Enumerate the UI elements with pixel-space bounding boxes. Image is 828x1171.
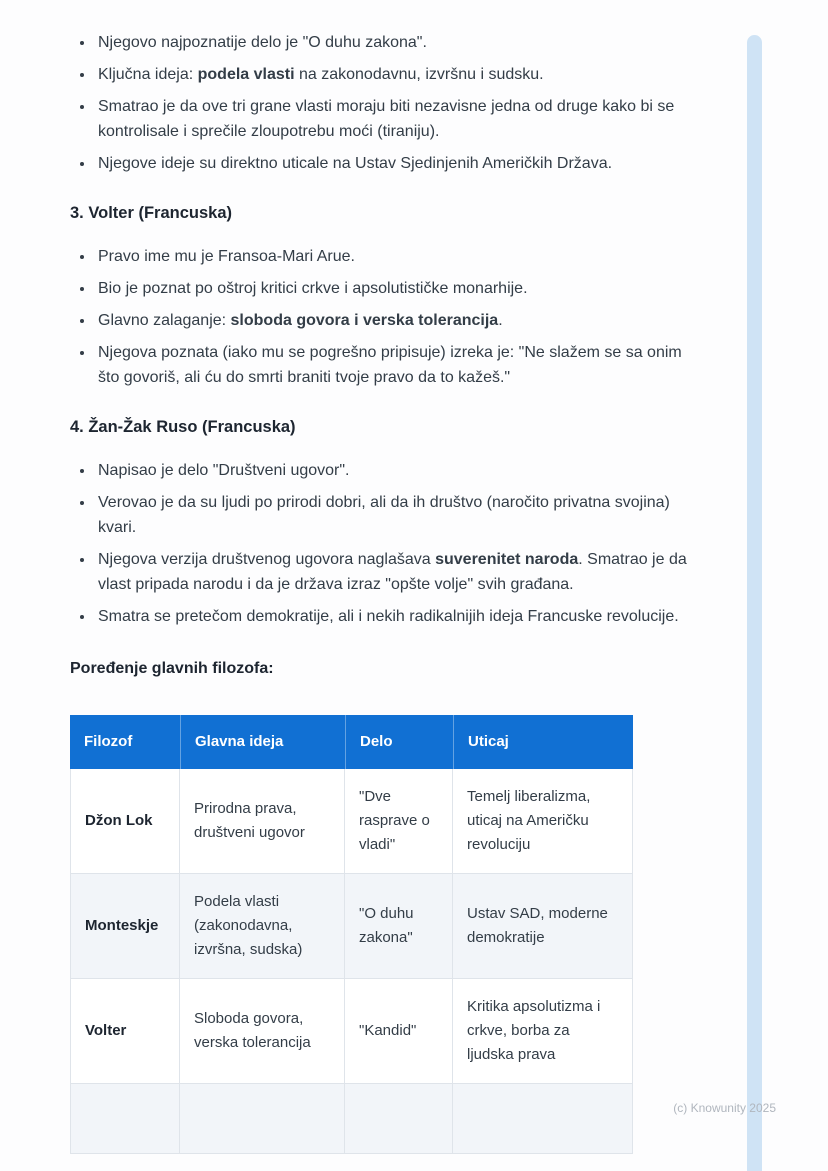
text-segment: Njegovo najpoznatije delo je "O duhu zakona".: [98, 34, 427, 51]
table-header-cell: Uticaj: [453, 715, 633, 769]
table-cell: [345, 1084, 453, 1154]
bullet-item: [95, 30, 703, 55]
bullet-item: [95, 458, 703, 483]
table-header-row: [70, 715, 633, 769]
table-cell: [180, 1084, 345, 1154]
footer-copyright: (c) Knowunity 2025: [673, 1101, 776, 1115]
table-header-cell: Delo: [345, 715, 453, 769]
table-row: [70, 874, 633, 979]
text-segment: Smatra se pretečom demokratije, ali i nekih radikalnijih ideja Francuske revolucije.: [98, 608, 679, 625]
table-cell: Džon Lok: [70, 769, 180, 874]
bold-text-segment: suverenitet naroda: [435, 551, 579, 568]
table-cell: "Kandid": [345, 979, 453, 1084]
text-segment: Bio je poznat po oštroj kritici crkve i apsolutističke monarhije.: [98, 280, 528, 297]
text-segment: Njegove ideje su direktno uticale na Ustav Sjedinjenih Američkih Država.: [98, 155, 613, 172]
comparison-table-title: Poređenje glavnih filozofa:: [70, 660, 274, 677]
bullet-item: [95, 308, 703, 333]
bullet-item: [95, 547, 703, 597]
table-header-cell: Filozof: [70, 715, 180, 769]
bullet-item: [95, 604, 703, 629]
scrollbar[interactable]: [747, 35, 762, 1171]
text-segment: Glavno zalaganje:: [98, 312, 231, 329]
bullet-item: [95, 340, 703, 390]
bullet-item: [95, 62, 703, 87]
table-cell: Ustav SAD, moderne demokratije: [453, 874, 633, 979]
bullet-item: [95, 276, 703, 301]
bullet-item: [95, 244, 703, 269]
table-body: [70, 769, 633, 1154]
bullet-list: [70, 244, 703, 390]
table-cell: "O duhu zakona": [345, 874, 453, 979]
table-head: [70, 715, 633, 769]
bullet-item: [95, 151, 703, 176]
text-segment: Ključna ideja:: [98, 66, 198, 83]
table-row: [70, 769, 633, 874]
bold-text-segment: sloboda govora i verska tolerancija: [230, 312, 499, 329]
table-cell: [453, 1084, 633, 1154]
bullet-list: [70, 458, 703, 629]
section-heading: 4. Žan-Žak Ruso (Francuska): [70, 418, 296, 436]
table-row: [70, 979, 633, 1084]
table-header-cell: Glavna ideja: [180, 715, 345, 769]
section-heading: 3. Volter (Francuska): [70, 204, 232, 222]
bold-text-segment: podela vlasti: [197, 66, 295, 83]
table-cell: "Dve rasprave o vladi": [345, 769, 453, 874]
text-segment: Pravo ime mu je Fransoa-Mari Arue.: [98, 248, 355, 265]
sections: [70, 30, 703, 629]
text-segment: Njegova poznata (iako mu se pogrešno pripisuje) izreka je: "Ne slažem se sa onim što govoriš, ali ću do smrti braniti tvoje pravo da to kažeš.": [98, 344, 682, 386]
bullet-item: [95, 490, 703, 540]
table-row: [70, 1084, 633, 1154]
text-segment: Napisao je delo "Društveni ugovor".: [98, 462, 350, 479]
text-segment: Smatrao je da ove tri grane vlasti moraju biti nezavisne jedna od druge kako bi se kontrolisale i sprečile zloupotrebu moći (tiraniju).: [98, 98, 675, 140]
table-cell: Kritika apsolutizma i crkve, borba za ljudska prava: [453, 979, 633, 1084]
table-cell: Prirodna prava, društveni ugovor: [180, 769, 345, 874]
table-cell: Podela vlasti (zakonodavna, izvršna, sudska): [180, 874, 345, 979]
bullet-list: [70, 30, 703, 176]
text-segment: . Smatrao je da vlast pripada narodu i da je država izraz "opšte volje" svih građana.: [98, 551, 687, 593]
table-cell: Monteskje: [70, 874, 180, 979]
text-segment: na zakonodavnu, izvršnu i sudsku.: [294, 66, 544, 83]
table-cell: Volter: [70, 979, 180, 1084]
comparison-table: [70, 715, 633, 1154]
text-segment: Verovao je da su ljudi po prirodi dobri, ali da ih društvo (naročito privatna svojina) kvari.: [98, 494, 670, 536]
table-cell: [70, 1084, 180, 1154]
table-cell: Temelj liberalizma, uticaj na Američku revoluciju: [453, 769, 633, 874]
table-cell: Sloboda govora, verska tolerancija: [180, 979, 345, 1084]
text-segment: Njegova verzija društvenog ugovora naglašava: [98, 551, 436, 568]
text-segment: .: [498, 312, 503, 329]
bullet-item: [95, 94, 703, 144]
